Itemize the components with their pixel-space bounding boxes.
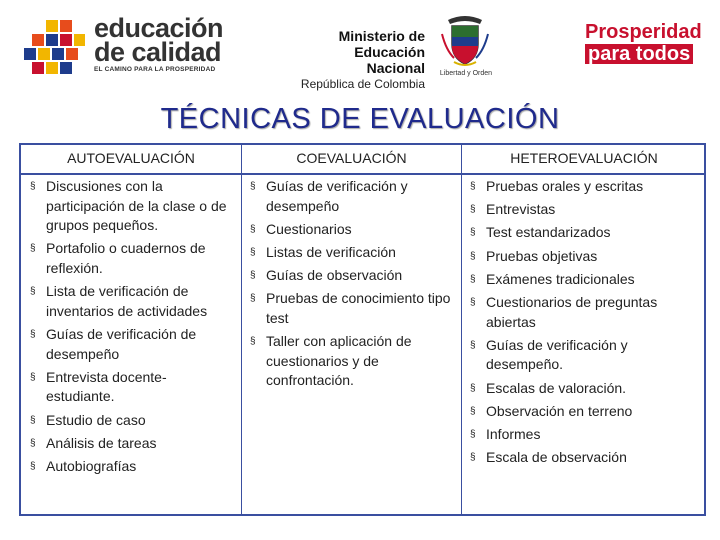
ministerio-line-3: República de Colombia [300, 77, 425, 91]
column-header-heteroevaluacion: HETEROEVALUACIÓN [510, 150, 658, 166]
coat-of-arms-icon [440, 14, 490, 70]
list-item: § Guías de verificación de desempeño [27, 325, 235, 364]
list-item: § Observación en terreno [467, 402, 697, 422]
column-coevaluacion [247, 177, 451, 395]
list-item: § Escala de observación [467, 448, 697, 468]
techniques-table [19, 143, 706, 516]
list-item: § Pruebas de conocimiento tipo test [247, 289, 451, 328]
column-header-coevaluacion: COEVALUACIÓN [296, 150, 407, 166]
logo-line-1: educación [94, 13, 224, 43]
list-item: § Guías de observación [247, 266, 451, 286]
list-item: § Test estandarizados [467, 223, 697, 243]
coat-of-arms-motto: Libertad y Orden [439, 70, 493, 77]
prosperidad-line-2: para todos [585, 44, 693, 64]
list-item: § Escalas de valoración. [467, 379, 697, 399]
list-item: § Autobiografías [27, 457, 235, 477]
page-header [0, 0, 720, 95]
page-title: TÉCNICAS DE EVALUACIÓN [160, 103, 560, 135]
ministerio-logo-text [295, 28, 425, 92]
list-item: § Entrevista docente-estudiante. [27, 368, 235, 407]
column-autoevaluacion [27, 177, 235, 480]
list-item: § Listas de verificación [247, 243, 451, 263]
column-heteroevaluacion [467, 177, 697, 471]
column-divider-1 [241, 145, 242, 514]
list-item: § Portafolio o cuadernos de reflexión. [27, 239, 235, 278]
prosperidad-logo [585, 22, 702, 65]
list-item: § Análisis de tareas [27, 434, 235, 454]
logo-line-2: de calidad [94, 37, 222, 67]
list-item: § Pruebas orales y escritas [467, 177, 697, 197]
logo-tagline: EL CAMINO PARA LA PROSPERIDAD [94, 66, 216, 73]
list-item: § Exámenes tradicionales [467, 270, 697, 290]
educacion-de-calidad-logo [24, 14, 224, 78]
list-item: § Lista de verificación de inventarios de actividades [27, 282, 235, 321]
list-item: § Discusiones con la participación de la clase o de grupos pequeños. [27, 177, 235, 236]
list-item: § Taller con aplicación de cuestionarios y de confrontación. [247, 332, 451, 391]
list-item: § Guías de verificación y desempeño. [467, 336, 697, 375]
prosperidad-line-1: Prosperidad [585, 21, 702, 43]
list-item: § Pruebas objetivas [467, 247, 697, 267]
ministerio-line-2: Educación Nacional [354, 44, 425, 76]
colored-cubes-icon [24, 20, 86, 76]
list-item: § Informes [467, 425, 697, 445]
column-header-autoevaluacion: AUTOEVALUACIÓN [67, 150, 195, 166]
list-item: § Cuestionarios [247, 220, 451, 240]
list-item: § Estudio de caso [27, 411, 235, 431]
column-divider-2 [461, 145, 462, 514]
list-item: § Cuestionarios de preguntas abiertas [467, 293, 697, 332]
list-item: § Guías de verificación y desempeño [247, 177, 451, 216]
table-header-divider [21, 173, 704, 175]
list-item: § Entrevistas [467, 200, 697, 220]
ministerio-line-1: Ministerio de [338, 28, 425, 44]
